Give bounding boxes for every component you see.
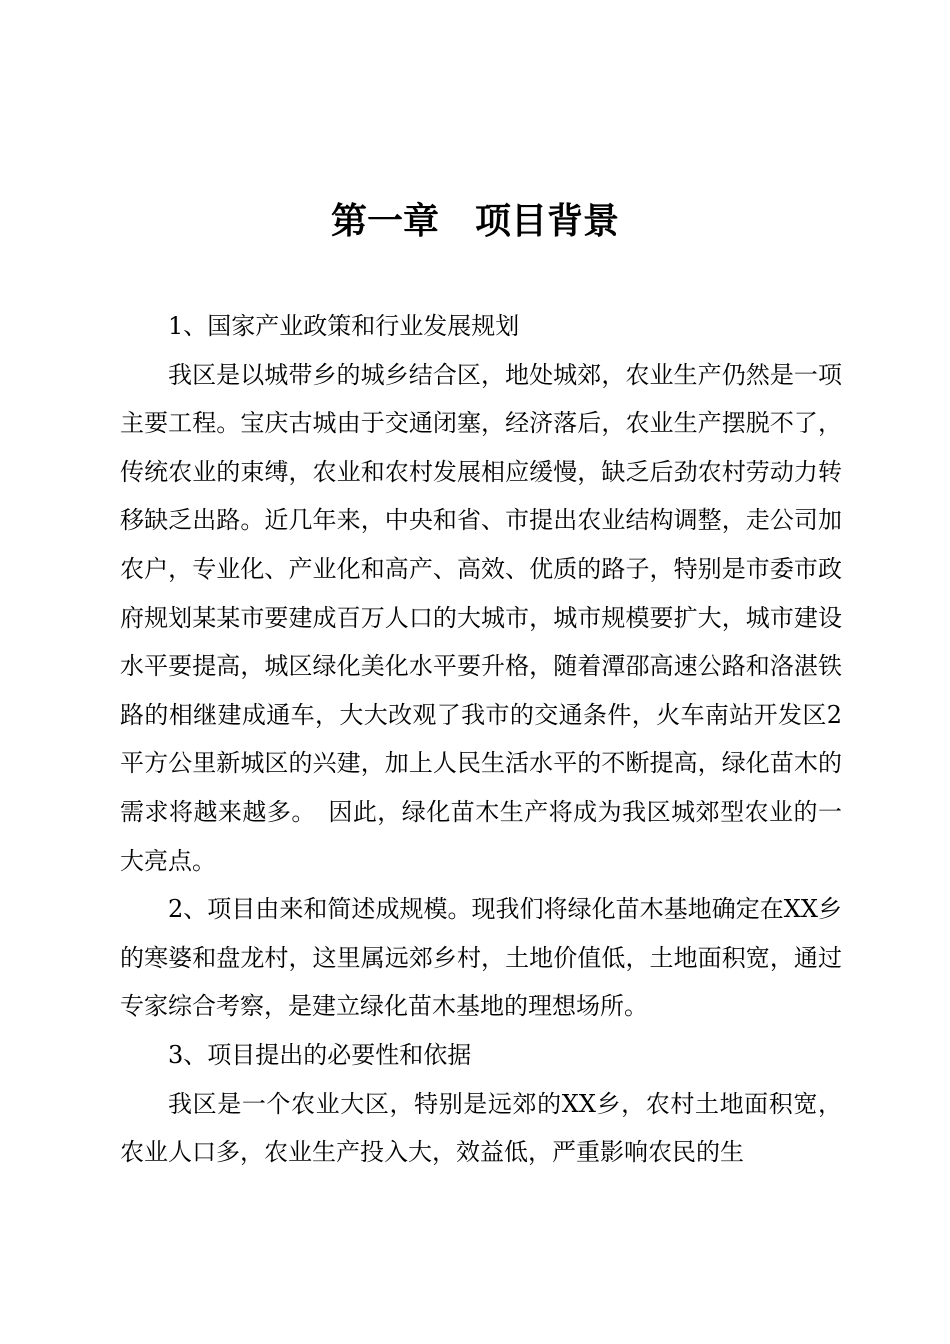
document-body [120,302,842,1177]
section-heading-3: 3、项目提出的必要性和依据 [168,1040,472,1069]
chapter-title: 第一章 项目背景 [330,201,619,242]
paragraph-project-origin: 2、项目由来和简述成规模。现我们将绿化苗木基地确定在XX乡的寒婆和盘龙村，这里属远郊乡村，土地价值低，土地面积宽，通过专家综合考察，是建立绿化苗木基地的理想场所。 [120,895,842,1021]
paragraph-background: 我区是以城带乡的城乡结合区，地处城郊，农业生产仍然是一项主要工程。宝庆古城由于交通闭塞，经济落后，农业生产摆脱不了，传统农业的束缚，农业和农村发展相应缓慢，缺乏后劲农村劳动力转移缺乏出路。近几年来，中央和省、市提出农业结构调整，走公司加农户，专业化、产业化和高产、高效、优质的路子，特别是市委市政府规划某某市要建成百万人口的大城市，城市规模要扩大，城市建设水平要提高，城区绿化美化水平要升格，随着潭邵高速公路和洛湛铁路的相继建成通车，大大改观了我市的交通条件，火车南站开发区2平方公里新城区的兴建，加上人民生活水平的不断提高，绿化苗木的需求将越来越多。 因此，绿化苗木生产将成为我区城郊型农业的一大亮点。 [120,360,842,875]
paragraph-necessity: 我区是一个农业大区，特别是远郊的XX乡，农村土地面积宽，农业人口多，农业生产投入大，效益低，严重影响农民的生 [120,1089,842,1167]
section-heading-1: 1、国家产业政策和行业发展规划 [168,312,520,340]
